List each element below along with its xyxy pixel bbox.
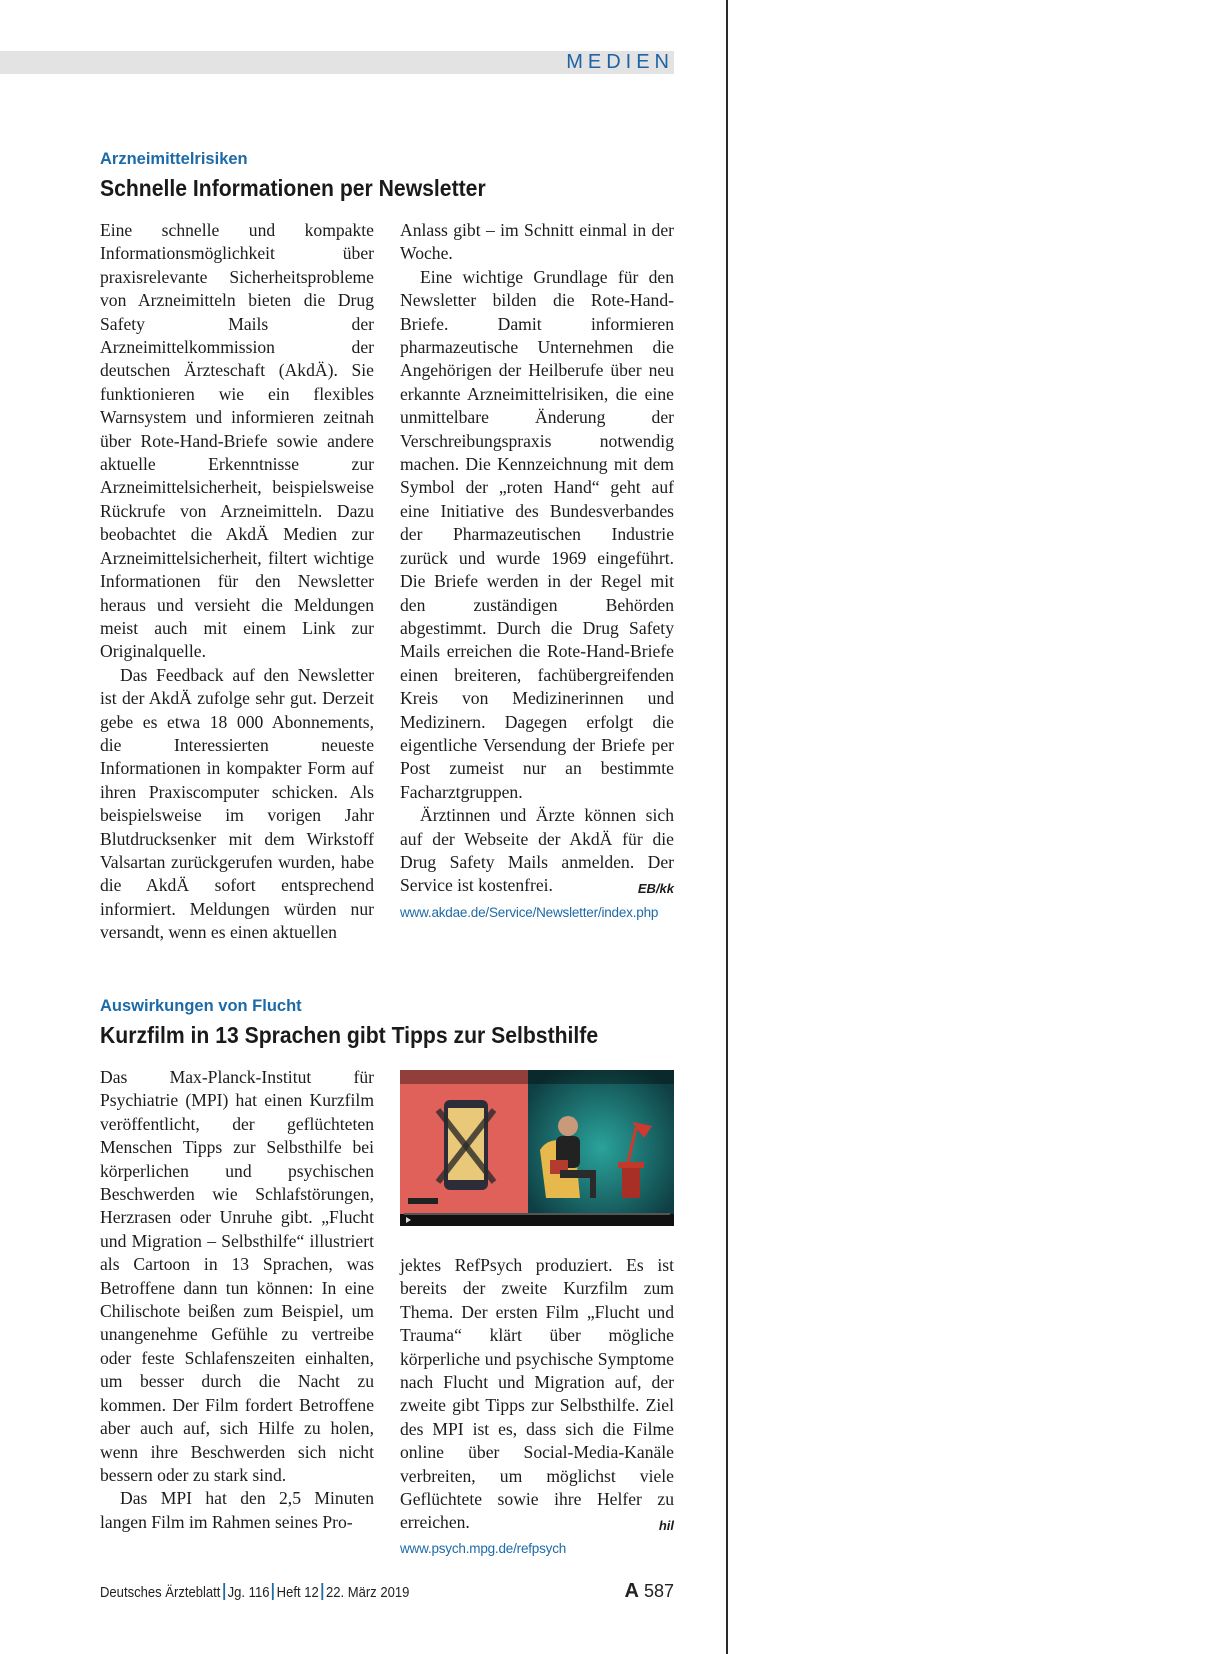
- paragraph: [400, 1254, 674, 1535]
- footer-separator: [223, 1583, 225, 1600]
- paragraph-text: jektes RefPsych produziert. Es ist bereits der zweite Kurzfilm zum Thema. Der ersten Film „Flucht und Trauma“ klärt über mögliche körperliche und psychische Symptome nach Flucht und Migration auf, der zweite gibt Tipps zur Selbsthilfe. Ziel des MPI ist es, dass sich die Filme online über Social-Media-Kanäle verbreiten, um möglichst viele Geflüchtete sowie ihre Helfer zu erreichen.: [400, 1255, 674, 1533]
- footer-journal: Deutsches Ärzteblatt: [100, 1585, 221, 1601]
- page-footer: [100, 1583, 409, 1601]
- article-2-link[interactable]: www.psych.mpg.de/refpsych: [400, 1540, 567, 1556]
- paragraph: Das Feedback auf den Newsletter ist der AkdÄ zufolge sehr gut. Derzeit gebe es etwa 18 000 Abonnements, die Interessierten neueste Informationen in kompakter Form auf ihren Praxiscomputer schicken. Als beispielsweise im vorigen Jahr Blutdrucksenker mit dem Wirkstoff Valsartan zurückgerufen wurden, habe die AkdÄ sofort entsprechend informiert. Meldungen würden nur versandt, wenn es einen aktuellen: [100, 664, 374, 943]
- page-prefix: A: [624, 1580, 639, 1602]
- paragraph: Eine wichtige Grundlage für den Newsletter bilden die Rote-Hand-Briefe. Damit informieren pharmazeutische Unternehmen die Angehörigen der Heilberufe über neu erkannte Arzneimittelrisiken, die eine unmittelbare Änderung der Verschreibungspraxis notwendig machen. Die Kennzeichnung mit dem Symbol der „roten Hand“ geht auf eine Initiative des Bundesverbandes der Pharmazeutischen Industrie zurück und wurde 1969 eingeführt. Die Briefe werden in der Regel mit den zuständigen Behörden abgestimmt. Durch die Drug Safety Mails erreichen die Rote-Hand-Briefe einen breiteren, fachübergreifenden Kreis von Medizinerinnen und Medizinern. Dagegen erfolgt die eigentliche Versendung der Briefe per Post zumeist nur an bestimmte Facharztgruppen.: [400, 266, 674, 802]
- footer-date: 22. März 2019: [325, 1585, 410, 1601]
- paragraph: [400, 804, 674, 898]
- article-1-column-2: [400, 219, 674, 924]
- footer-volume: Jg. 116: [227, 1585, 270, 1601]
- video-still-illustration: [400, 1070, 674, 1226]
- page-number-value: 587: [643, 1581, 674, 1601]
- paragraph: Eine schnelle und kompakte Informationsmöglichkeit über praxisrelevante Sicherheitsprobleme von Arzneimitteln bieten die Drug Safety Mails der Arzneimittelkommission der deutschen Ärzteschaft (AkdÄ). Sie funktionieren wie ein flexibles Warnsystem und informieren zeitnah über Rote-Hand-Briefe sowie andere aktuelle Erkenntnisse zur Arzneimittelsicherheit, beispielsweise Rückrufe von Arzneimitteln. Dazu beobachtet die AkdÄ Medien zur Arzneimittelsicherheit, filtert wichtige Informationen für den Newsletter heraus und versieht die Meldungen meist auch mit einem Link zur Originalquelle.: [100, 220, 374, 662]
- section-label: MEDIEN: [566, 51, 674, 73]
- footer-separator: [272, 1583, 274, 1600]
- article-2-signature: hil: [658, 1518, 674, 1534]
- article-2-column-1: [100, 1066, 374, 1534]
- paragraph-text: Ärztinnen und Ärzte können sich auf der Webseite der AkdÄ für die Drug Safety Mails anmelden. Der Service ist kostenfrei.: [400, 805, 674, 896]
- article-1-column-1: [100, 219, 374, 945]
- article-2-headline: Kurzfilm in 13 Sprachen gibt Tipps zur Selbsthilfe: [100, 1022, 599, 1048]
- article-2-kicker: Auswirkungen von Flucht: [100, 997, 302, 1015]
- article-1-headline: Schnelle Informationen per Newsletter: [100, 175, 486, 201]
- footer-issue: Heft 12: [276, 1585, 319, 1601]
- page-edge-rule: [726, 0, 728, 1654]
- footer-separator: [321, 1583, 323, 1600]
- article-1-signature: EB/kk: [637, 881, 674, 897]
- page-number: [624, 1580, 674, 1603]
- paragraph: Anlass gibt – im Schnitt einmal in der Woche.: [400, 220, 674, 264]
- article-1-kicker: Arzneimittelrisiken: [100, 150, 248, 168]
- article-2-column-2: [400, 1254, 674, 1560]
- paragraph: Das MPI hat den 2,5 Minuten langen Film im Rahmen seines Pro-: [100, 1488, 374, 1532]
- paragraph: Das Max-Planck-Institut für Psychiatrie (MPI) hat einen Kurzfilm veröffentlicht, der geflüchteten Menschen Tipps zur Selbsthilfe bei körperlichen und psychischen Beschwerden wie Schlafstörungen, Herzrasen oder Unruhe gibt. „Flucht und Migration – Selbsthilfe“ illustriert als Cartoon in 13 Sprachen, was Betroffene dann tun können: In eine Chilischote beißen zum Beispiel, um unangenehme Gefühle zu vertreibe oder feste Schlafenszeiten einhalten, um besser durch die Nacht zu kommen. Der Film fordert Betroffene aber auch auf, sich Hilfe zu holen, wenn ihre Beschwerden sich nicht bessern oder zu stark sind.: [100, 1067, 374, 1485]
- article-1-link[interactable]: www.akdae.de/Service/Newsletter/index.php: [400, 904, 659, 920]
- video-thumbnail[interactable]: [400, 1070, 674, 1226]
